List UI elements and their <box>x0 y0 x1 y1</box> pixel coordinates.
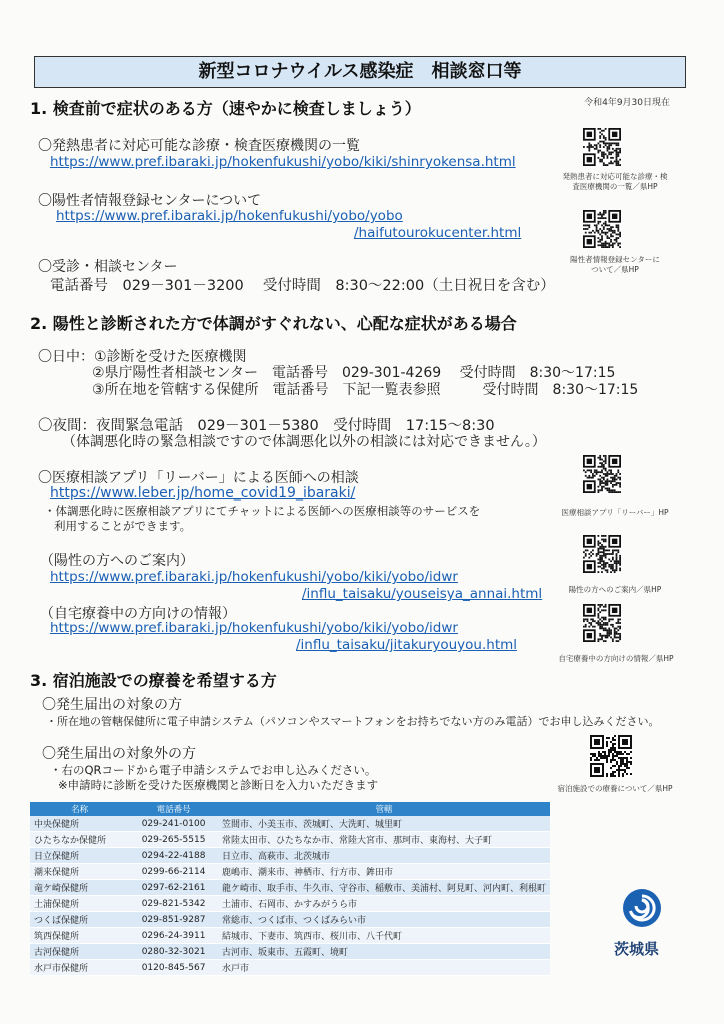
cell-phone: 0297-62-2161 <box>129 880 218 896</box>
qr-caption-line: 陽性者情報登録センターに <box>570 255 660 264</box>
cell-phone: 0280-32-3021 <box>129 944 218 960</box>
cell-name: 中央保健所 <box>30 816 129 832</box>
qr-caption-positive-guide: 陽性の方へのご案内／県HP <box>568 585 662 594</box>
qr-caption-line: 査医療機関の一覧／県HP <box>572 182 658 191</box>
not-notified-label: 〇発生届出の対象外の方 <box>42 746 196 762</box>
cell-jurisdiction: 結城市、下妻市、筑西市、桜川市、八千代町 <box>218 928 550 944</box>
cell-name: ひたちなか保健所 <box>30 832 129 848</box>
home-care-link-1[interactable]: https://www.pref.ibaraki.jp/hokenfukushi/yobo/kiki/yobo/idwr <box>50 620 458 636</box>
cell-name: 筑西保健所 <box>30 928 129 944</box>
cell-name: つくば保健所 <box>30 912 129 928</box>
not-notified-note-2: ※申請時に診断を受けた医療機関と診断日を入力いただきます <box>58 778 379 792</box>
qr-caption-line: 発熱患者に対応可能な診療・検 <box>562 172 668 181</box>
leber-app-note-2: 利用することができます。 <box>54 519 192 533</box>
notified-label: 〇発生届出の対象の方 <box>42 697 182 713</box>
qr-code-home-care[interactable] <box>583 604 621 642</box>
cell-phone: 029-241-0100 <box>129 816 218 832</box>
qr-caption-registration-center <box>560 255 670 275</box>
cell-name: 古河保健所 <box>30 944 129 960</box>
qr-caption-leber-app: 医療相談アプリ「リーバー」HP <box>561 508 669 517</box>
fever-clinic-link[interactable]: https://www.pref.ibaraki.jp/hokenfukushi/yobo/kiki/shinryokensa.html <box>50 154 516 170</box>
qr-code-registration-center[interactable] <box>583 210 621 248</box>
as-of-date: 令和4年9月30日現在 <box>584 98 670 108</box>
ibaraki-logo-icon <box>622 888 662 928</box>
fever-clinic-label: 〇発熱患者に対応可能な診療・検査医療機関の一覧 <box>38 138 360 154</box>
cell-jurisdiction: 常陸太田市、ひたちなか市、常陸大宮市、那珂市、東海村、大子町 <box>218 832 550 848</box>
night-line-1: 〇夜間：夜間緊急電話 029－301－5380 受付時間 17:15～8:30 <box>38 418 495 434</box>
qr-code-hotel-care[interactable] <box>590 735 632 777</box>
home-care-link-2[interactable]: /influ_taisaku/jitakuryouyou.html <box>296 637 518 653</box>
cell-name: 水戸市保健所 <box>30 960 129 976</box>
qr-code-leber-app[interactable] <box>583 455 621 493</box>
cell-jurisdiction: 水戸市 <box>218 960 550 976</box>
daytime-line-1: 〇日中：①診断を受けた医療機関 <box>38 349 247 365</box>
cell-name: 土浦保健所 <box>30 896 129 912</box>
registration-center-link-2[interactable]: /haifutourokucenter.html <box>354 225 522 241</box>
not-notified-note-1: ・右のQRコードから電子申請システムでお申し込みください。 <box>50 763 377 777</box>
daytime-line-3: ③所在地を管轄する保健所 電話番号 下記一覧表参照 受付時間 8:30～17:15 <box>92 382 639 398</box>
registration-center-link-1[interactable]: https://www.pref.ibaraki.jp/hokenfukushi/yobo/yobo <box>56 208 403 224</box>
section-1-heading: 1. 検査前で症状のある方（速やかに検査しましょう） <box>30 99 421 118</box>
leber-app-note-1: ・体調悪化時に医療相談アプリにてチャットによる医師への医療相談等のサービスを <box>44 504 481 518</box>
consult-center-detail: 電話番号 029－301－3200 受付時間 8:30～22:00（土日祝日を含む） <box>50 278 555 294</box>
section-2-heading: 2. 陽性と診断された方で体調がすぐれない、心配な症状がある場合 <box>30 314 517 333</box>
table-row <box>30 944 550 960</box>
section-3-heading: 3. 宿泊施設での療養を希望する方 <box>30 671 277 690</box>
qr-code-fever-clinic[interactable] <box>583 128 621 166</box>
table-row <box>30 864 550 880</box>
cell-phone: 0296-24-3911 <box>129 928 218 944</box>
registration-center-label: 〇陽性者情報登録センターについて <box>38 193 262 209</box>
column-header-jurisdiction: 管轄 <box>218 802 550 816</box>
positive-guide-link-2[interactable]: /influ_taisaku/youseisya_annai.html <box>302 586 543 602</box>
cell-name: 日立保健所 <box>30 848 129 864</box>
table-body <box>30 816 550 976</box>
table-row <box>30 896 550 912</box>
consult-center-label: 〇受診・相談センター <box>38 259 178 275</box>
qr-caption-home-care: 自宅療養中の方向けの情報／県HP <box>558 654 674 663</box>
table-row <box>30 816 550 832</box>
cell-phone: 029-265-5515 <box>129 832 218 848</box>
positive-guide-label: （陽性の方へのご案内） <box>40 553 194 569</box>
table-row <box>30 928 550 944</box>
health-center-table <box>30 802 550 976</box>
night-line-2: （体調悪化時の緊急相談ですので体調悪化以外の相談には対応できません。） <box>62 434 546 450</box>
table-row <box>30 912 550 928</box>
table-header-row <box>30 802 550 816</box>
cell-jurisdiction: 常総市、つくば市、つくばみらい市 <box>218 912 550 928</box>
qr-code-positive-guide[interactable] <box>583 535 621 573</box>
cell-phone: 0294-22-4188 <box>129 848 218 864</box>
positive-guide-link-1[interactable]: https://www.pref.ibaraki.jp/hokenfukushi/yobo/kiki/yobo/idwr <box>50 569 458 585</box>
qr-caption-line: ついて／県HP <box>591 265 639 274</box>
qr-caption-hotel-care: 宿泊施設での療養について／県HP <box>557 784 673 793</box>
table-row <box>30 848 550 864</box>
cell-jurisdiction: 笠間市、小美玉市、茨城町、大洗町、城里町 <box>218 816 550 832</box>
cell-phone: 0299-66-2114 <box>129 864 218 880</box>
cell-phone: 0120-845-567 <box>129 960 218 976</box>
leber-app-label: 〇医療相談アプリ「リーバー」による医師への相談 <box>38 470 359 486</box>
qr-caption-fever-clinic <box>560 172 670 192</box>
cell-jurisdiction: 龍ケ崎市、取手市、牛久市、守谷市、稲敷市、美浦村、阿見町、河内町、利根町 <box>218 880 550 896</box>
cell-jurisdiction: 鹿嶋市、潮来市、神栖市、行方市、鉾田市 <box>218 864 550 880</box>
cell-jurisdiction: 日立市、高萩市、北茨城市 <box>218 848 550 864</box>
home-care-label: （自宅療養中の方向けの情報） <box>40 606 236 622</box>
leber-app-link[interactable]: https://www.leber.jp/home_covid19_ibaraki/ <box>50 485 356 501</box>
table-row <box>30 960 550 976</box>
cell-jurisdiction: 土浦市、石岡市、かすみがうら市 <box>218 896 550 912</box>
notified-note: ・所在地の管轄保健所に電子申請システム（パソコンやスマートフォンをお持ちでない方のみ電話）でお申し込みください。 <box>46 715 660 728</box>
cell-name: 潮来保健所 <box>30 864 129 880</box>
cell-phone: 029-851-9287 <box>129 912 218 928</box>
table-row <box>30 832 550 848</box>
cell-jurisdiction: 古河市、坂東市、五霞町、境町 <box>218 944 550 960</box>
cell-phone: 029-821-5342 <box>129 896 218 912</box>
column-header-name: 名称 <box>30 802 129 816</box>
cell-name: 竜ケ崎保健所 <box>30 880 129 896</box>
page-title: 新型コロナウイルス感染症 相談窓口等 <box>34 56 686 88</box>
column-header-phone: 電話番号 <box>129 802 218 816</box>
ibaraki-logo-text: 茨城県 <box>614 940 660 958</box>
table-row <box>30 880 550 896</box>
daytime-line-2: ②県庁陽性者相談センター 電話番号 029-301-4269 受付時間 8:30～17:15 <box>92 365 616 381</box>
